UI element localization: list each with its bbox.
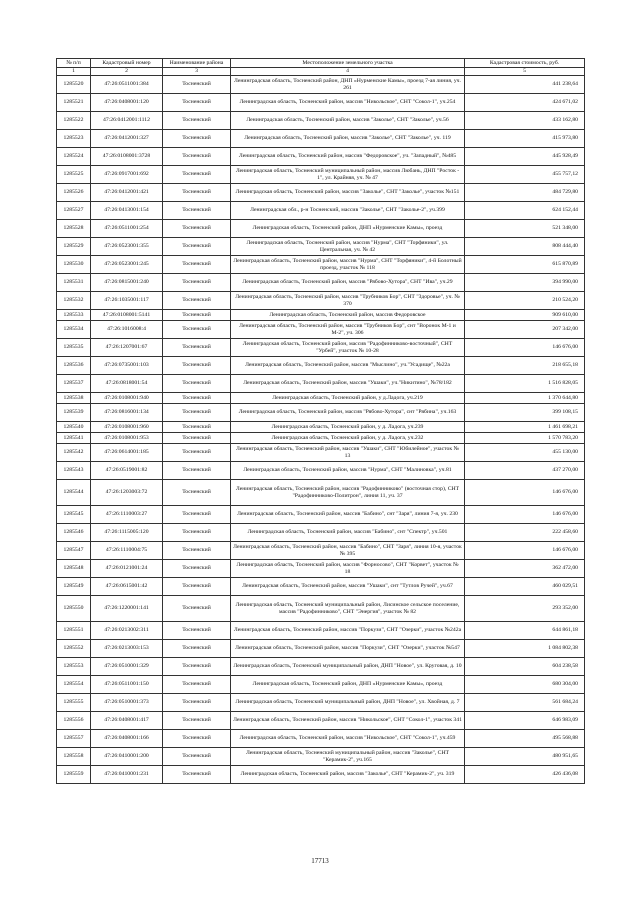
row-number-cell: 1285548 [57,560,91,578]
location-cell: Ленинградская область, Тосненский район, массив "Рябово-Хутора", снт "Рябина", уч.163 [231,404,465,422]
location-cell: Ленинградская область, Тосненский район, массив "Бабино", снт "Заря", линия 7-я, уч. 230 [231,506,465,524]
district-cell: Тосненский [163,357,231,375]
cadastral-value-cell: 561 684,24 [465,694,585,712]
row-number-cell: 1285540 [57,422,91,433]
table-row [57,480,585,506]
row-number-cell: 1285525 [57,166,91,184]
cadastral-number-cell: 47:26:0413001:154 [91,202,163,220]
cadastral-value-cell: 424 671,02 [465,94,585,112]
row-number-cell: 1285552 [57,640,91,658]
table-row [57,676,585,694]
location-cell: Ленинградская область, Тосненский район, ДНП «Нурменские Камы», проезд 7-ая линия, уч. 261 [231,76,465,94]
cadastral-number-cell: 47:26:0408001:166 [91,730,163,748]
district-cell: Тосненский [163,148,231,166]
district-cell: Тосненский [163,676,231,694]
cadastral-value-cell: 146 676,00 [465,542,585,560]
page-number: 17713 [311,857,329,865]
cadastral-number-cell: 47:26:1207001:67 [91,339,163,357]
row-number-cell: 1285528 [57,220,91,238]
cadastral-value-cell: 460 029,51 [465,578,585,596]
district-cell: Тосненский [163,712,231,730]
row-number-cell: 1285531 [57,274,91,292]
district-cell: Тосненский [163,130,231,148]
row-number-cell: 1285543 [57,462,91,480]
row-number-cell: 1285542 [57,444,91,462]
cadastral-number-cell: 47:26:0523001:355 [91,238,163,256]
cadastral-number-cell: 47:26:0735001:103 [91,357,163,375]
column-number: 4 [231,68,465,76]
cadastral-value-cell: 441 238,64 [465,76,585,94]
row-number-cell: 1285547 [57,542,91,560]
row-number-cell: 1285549 [57,578,91,596]
cadastral-value-cell: 433 162,80 [465,112,585,130]
cadastral-value-cell: 1 516 828,05 [465,375,585,393]
table-row [57,357,585,375]
table-row [57,238,585,256]
table-row [57,166,585,184]
cadastral-number-cell: 47:26:0408001:120 [91,94,163,112]
district-cell: Тосненский [163,560,231,578]
header-district: Наименование района [163,59,231,68]
table-row [57,274,585,292]
table-row [57,433,585,444]
table-row [57,640,585,658]
row-number-cell: 1285529 [57,238,91,256]
location-cell: Ленинградская область, Тосненский район, у д.Ладога, уч.219 [231,393,465,404]
row-number-cell: 1285551 [57,622,91,640]
location-cell: Ленинградская область, Тосненский район, массив "Рябово-Хутора", СНТ "Ива", уч.29 [231,274,465,292]
location-cell: Ленинградская область, Тосненский район, массив "Ушаки", СНТ "Юбилейное", участок № 13 [231,444,465,462]
table-header-row [57,59,585,68]
location-cell: Ленинградская область, Тосненский район, массив "Радофинниково" (восточная стор), СНТ "Радофинниково-Политрон", линия 11, уч. 37 [231,480,465,506]
district-cell: Тосненский [163,184,231,202]
cadastral-value-cell: 604 238,58 [465,658,585,676]
row-number-cell: 1285558 [57,748,91,766]
row-number-cell: 1285546 [57,524,91,542]
table-row [57,404,585,422]
cadastral-value-cell: 146 676,00 [465,339,585,357]
location-cell: Ленинградская область, Тосненский район, массив "Ушаки", уч."Никитино", №78/182 [231,375,465,393]
district-cell: Тосненский [163,542,231,560]
district-cell: Тосненский [163,658,231,676]
district-cell: Тосненский [163,444,231,462]
cadastral-number-cell: 47:26:1110004:75 [91,542,163,560]
location-cell: Ленинградская область, Тосненский район, массив "Заколье", СНТ "Керамик-2", уч. 319 [231,766,465,784]
location-cell: Ленинградская область, Тосненский район, массив "Нурма", СНТ "Торфяники", ул. Центральная, уч. № 42 [231,238,465,256]
row-number-cell: 1285556 [57,712,91,730]
cadastral-number-cell: 47:26:0511001:254 [91,220,163,238]
location-cell: Ленинградская область, Тосненский район, массив "Заколье", СНТ "Заколье", уч.56 [231,112,465,130]
cadastral-number-cell: 47:26:0108001:5141 [91,310,163,321]
row-number-cell: 1285520 [57,76,91,94]
row-number-cell: 1285557 [57,730,91,748]
cadastral-number-cell: 47:26:0412001:327 [91,130,163,148]
district-cell: Тосненский [163,506,231,524]
table-row [57,694,585,712]
cadastral-value-cell: 521 348,00 [465,220,585,238]
table-row [57,658,585,676]
column-number: 2 [91,68,163,76]
table-row [57,596,585,622]
cadastral-value-cell: 399 108,15 [465,404,585,422]
row-number-cell: 1285550 [57,596,91,622]
table-row [57,130,585,148]
location-cell: Ленинградская область, Тосненский район, массив "Нурма", СНТ "Торфяники", 4-й Болотный проезд, участок № 118 [231,256,465,274]
cadastral-number-cell: 47:26:0213003:153 [91,640,163,658]
district-cell: Тосненский [163,94,231,112]
location-cell: Ленинградская область, Тосненский район, массив "Никольское", СНТ "Сокол-1", участок 341 [231,712,465,730]
location-cell: Ленинградская область, Тосненский район, массив "Ушаки", снт "Тутлов Ручей", уч.67 [231,578,465,596]
table-row [57,184,585,202]
cadastral-number-cell: 47:26:1110003:27 [91,506,163,524]
table-row [57,524,585,542]
cadastral-value-table-container [56,58,584,784]
cadastral-number-cell: 47:26:0108001:960 [91,422,163,433]
district-cell: Тосненский [163,404,231,422]
district-cell: Тосненский [163,694,231,712]
location-cell: Ленинградская область, Тосненский район, ДНП «Нурменские Камы», проезд [231,220,465,238]
location-cell: Ленинградская область, Тосненский район, массив "Мыслино", уч."Усадище", №22а [231,357,465,375]
location-cell: Ленинградская область, Тосненский район, массив "Никольское", СНТ "Сокол-1", уч.459 [231,730,465,748]
row-number-cell: 1285538 [57,393,91,404]
table-row [57,506,585,524]
district-cell: Тосненский [163,524,231,542]
cadastral-value-cell: 1 461 698,21 [465,422,585,433]
table-row [57,730,585,748]
district-cell: Тосненский [163,375,231,393]
table-body [57,76,585,784]
cadastral-number-cell: 47:26:0412001:1112 [91,112,163,130]
cadastral-value-cell: 210 524,20 [465,292,585,310]
cadastral-number-cell: 47:26:0108001:3728 [91,148,163,166]
cadastral-number-cell: 47:26:1115005:120 [91,524,163,542]
table-row [57,148,585,166]
header-cadastral-number: Кадастровый номер [91,59,163,68]
cadastral-number-cell: 47:26:1035001:117 [91,292,163,310]
cadastral-value-cell: 455 130,00 [465,444,585,462]
district-cell: Тосненский [163,238,231,256]
header-cadastral-value: Кадастровая стоимость, руб. [465,59,585,68]
cadastral-value-cell: 644 861,18 [465,622,585,640]
cadastral-value-cell: 362 472,00 [465,560,585,578]
cadastral-number-cell: 47:26:0213002:311 [91,622,163,640]
table-row [57,462,585,480]
row-number-cell: 1285539 [57,404,91,422]
cadastral-number-cell: 47:26:0412001:421 [91,184,163,202]
row-number-cell: 1285527 [57,202,91,220]
cadastral-number-cell: 47:26:0917001:692 [91,166,163,184]
cadastral-value-cell: 646 983,09 [465,712,585,730]
row-number-cell: 1285559 [57,766,91,784]
cadastral-value-cell: 909 610,00 [465,310,585,321]
table-row [57,712,585,730]
table-row [57,542,585,560]
row-number-cell: 1285537 [57,375,91,393]
column-number: 1 [57,68,91,76]
district-cell: Тосненский [163,640,231,658]
district-cell: Тосненский [163,76,231,94]
district-cell: Тосненский [163,112,231,130]
cadastral-number-cell: 47:26:0523001:245 [91,256,163,274]
cadastral-number-cell: 47:26:0510001:329 [91,658,163,676]
cadastral-number-cell: 47:26:1016008:4 [91,321,163,339]
cadastral-value-cell: 437 270,00 [465,462,585,480]
table-row [57,560,585,578]
cadastral-number-cell: 47:26:0121001:24 [91,560,163,578]
row-number-cell: 1285522 [57,112,91,130]
table-row [57,339,585,357]
location-cell: Ленинградская область, Тосненский район, у д. Ладога, уч.232 [231,433,465,444]
district-cell: Тосненский [163,339,231,357]
cadastral-value-cell: 615 870,89 [465,256,585,274]
district-cell: Тосненский [163,622,231,640]
cadastral-number-cell: 47:26:1203003:72 [91,480,163,506]
table-row [57,256,585,274]
location-cell: Ленинградская область, Тосненский район, массив "Поркузи", СНТ "Озерки", участок №242а [231,622,465,640]
location-cell: Ленинградская область, Тосненский район, массив "Заколье", СНТ "Заколье", уч. 119 [231,130,465,148]
table-row [57,748,585,766]
district-cell: Тосненский [163,748,231,766]
location-cell: Ленинградская область, Тосненский муниципальный район, ДНП "Новое", ул. Круговая, д. 10 [231,658,465,676]
cadastral-number-cell: 47:26:0108001:953 [91,433,163,444]
row-number-cell: 1285555 [57,694,91,712]
cadastral-value-cell: 808 444,40 [465,238,585,256]
location-cell: Ленинградская область, Тосненский район, массив "Поркузи", СНТ "Озерки", участок №547 [231,640,465,658]
location-cell: Ленинградская область, Тосненский муниципальный район, ДНП "Новое", ул. Хвойная, д. 7 [231,694,465,712]
header-location: Местоположение земельного участка [231,59,465,68]
cadastral-value-cell: 207 342,00 [465,321,585,339]
cadastral-value-cell: 455 757,12 [465,166,585,184]
table-row [57,292,585,310]
district-cell: Тосненский [163,422,231,433]
table-row [57,578,585,596]
cadastral-number-cell: 47:26:0511001:150 [91,676,163,694]
table-row [57,444,585,462]
table-row [57,112,585,130]
cadastral-number-cell: 47:26:0410001:231 [91,766,163,784]
table-row [57,220,585,238]
location-cell: Ленинградская область, Тосненский муниципальный район, Лисинское сельское поселение, массив "Радофинниково", СНТ "Энергия", участок № 82 [231,596,465,622]
location-cell: Ленинградская область, Тосненский район, массив "Никольское", СНТ "Сокол-1", уч.254 [231,94,465,112]
table-row [57,766,585,784]
district-cell: Тосненский [163,766,231,784]
cadastral-value-cell: 484 729,80 [465,184,585,202]
table-row [57,321,585,339]
district-cell: Тосненский [163,166,231,184]
location-cell: Ленинградская область, Тосненский район, массив "Нурма", СНТ "Малиновка", уч.81 [231,462,465,480]
row-number-cell: 1285554 [57,676,91,694]
cadastral-value-cell: 426 436,08 [465,766,585,784]
table-row [57,375,585,393]
cadastral-value-cell: 624 152,44 [465,202,585,220]
cadastral-value-cell: 1 084 802,38 [465,640,585,658]
cadastral-number-cell: 47:26:0511001:384 [91,76,163,94]
row-number-cell: 1285524 [57,148,91,166]
cadastral-number-cell: 47:26:0519001:82 [91,462,163,480]
column-number-row [57,68,585,76]
column-number: 5 [465,68,585,76]
cadastral-number-cell: 47:26:0818001:54 [91,375,163,393]
table-row [57,76,585,94]
cadastral-value-table [56,58,585,784]
location-cell: Ленинградская область, Тосненский район, массив "Заколье", СНТ "Заколье", участок №151 [231,184,465,202]
row-number-cell: 1285535 [57,339,91,357]
cadastral-number-cell: 47:26:0108001:940 [91,393,163,404]
cadastral-value-cell: 445 928,49 [465,148,585,166]
district-cell: Тосненский [163,596,231,622]
location-cell: Ленинградская область, Тосненский район, массив Федоровское [231,310,465,321]
cadastral-value-cell: 293 352,00 [465,596,585,622]
district-cell: Тосненский [163,292,231,310]
cadastral-number-cell: 47:26:0816001:134 [91,404,163,422]
row-number-cell: 1285541 [57,433,91,444]
cadastral-value-cell: 222 458,60 [465,524,585,542]
cadastral-value-cell: 218 655,18 [465,357,585,375]
district-cell: Тосненский [163,274,231,292]
cadastral-value-cell: 146 676,00 [465,506,585,524]
table-row [57,94,585,112]
location-cell: Ленинградская область, Тосненский район, у д. Ладога, уч.239 [231,422,465,433]
cadastral-value-cell: 680 304,00 [465,676,585,694]
table-row [57,622,585,640]
cadastral-value-cell: 146 676,00 [465,480,585,506]
district-cell: Тосненский [163,433,231,444]
district-cell: Тосненский [163,578,231,596]
cadastral-value-cell: 1 370 644,80 [465,393,585,404]
table-row [57,310,585,321]
cadastral-value-cell: 394 990,00 [465,274,585,292]
cadastral-number-cell: 47:26:1220001:141 [91,596,163,622]
location-cell: Ленинградская область, Тосненский район, ДНП «Нурменские Камы», проезд [231,676,465,694]
cadastral-number-cell: 47:26:0815001:240 [91,274,163,292]
district-cell: Тосненский [163,256,231,274]
cadastral-number-cell: 47:26:0410001:200 [91,748,163,766]
district-cell: Тосненский [163,321,231,339]
row-number-cell: 1285553 [57,658,91,676]
row-number-cell: 1285545 [57,506,91,524]
location-cell: Ленинградская область, Тосненский муниципальный район, массив "Заколье", СНТ "Керамик-2", уч.165 [231,748,465,766]
row-number-cell: 1285530 [57,256,91,274]
cadastral-number-cell: 47:26:0615001:42 [91,578,163,596]
row-number-cell: 1285532 [57,292,91,310]
cadastral-value-cell: 1 570 783,20 [465,433,585,444]
row-number-cell: 1285544 [57,480,91,506]
district-cell: Тосненский [163,310,231,321]
cadastral-number-cell: 47:26:0408001:417 [91,712,163,730]
location-cell: Ленинградская область, Тосненский район, массив "Федоровское", уч. "Западный", №485 [231,148,465,166]
district-cell: Тосненский [163,462,231,480]
location-cell: Ленинградская область, Тосненский район, массив "Бабино", снт "Спектр", уч.501 [231,524,465,542]
table-row [57,393,585,404]
location-cell: Ленинградская область, Тосненский район, массив "Бабино", СНТ "Заря", линия 10-я, участок № 395 [231,542,465,560]
table-row [57,202,585,220]
row-number-cell: 1285523 [57,130,91,148]
district-cell: Тосненский [163,480,231,506]
district-cell: Тосненский [163,220,231,238]
district-cell: Тосненский [163,202,231,220]
row-number-cell: 1285521 [57,94,91,112]
row-number-cell: 1285536 [57,357,91,375]
location-cell: Ленинградская область, Тосненский муниципальный район, массив Любань, ДНП "Росток - 1", ул. Крайняя, уч. № 47 [231,166,465,184]
cadastral-value-cell: 495 568,88 [465,730,585,748]
district-cell: Тосненский [163,393,231,404]
table-row [57,422,585,433]
column-number: 3 [163,68,231,76]
row-number-cell: 1285534 [57,321,91,339]
location-cell: Ленинградская область, Тосненский район, массив "Трубников Бор", снт "Воронок М-1 и М-2", уч. 306 [231,321,465,339]
location-cell: Ленинградская обл., р-н Тосненский, массив "Заколье", СНТ "Заколье-2", уч.399 [231,202,465,220]
location-cell: Ленинградская область, Тосненский район, массив "Форносово", СНТ "Корвет", участок № 18 [231,560,465,578]
district-cell: Тосненский [163,730,231,748]
cadastral-number-cell: 47:26:0614001:185 [91,444,163,462]
location-cell: Ленинградская область, Тосненский район, массив "Трубников Бор", СНТ "Здоровье", уч. № 370 [231,292,465,310]
cadastral-value-cell: 480 951,65 [465,748,585,766]
row-number-cell: 1285526 [57,184,91,202]
cadastral-number-cell: 47:26:0510001:373 [91,694,163,712]
header-row-number: № п/п [57,59,91,68]
row-number-cell: 1285533 [57,310,91,321]
location-cell: Ленинградская область, Тосненский район, массив "Радофинниково-восточный", СНТ "Урбей", участок № 10-28 [231,339,465,357]
cadastral-value-cell: 415 973,80 [465,130,585,148]
